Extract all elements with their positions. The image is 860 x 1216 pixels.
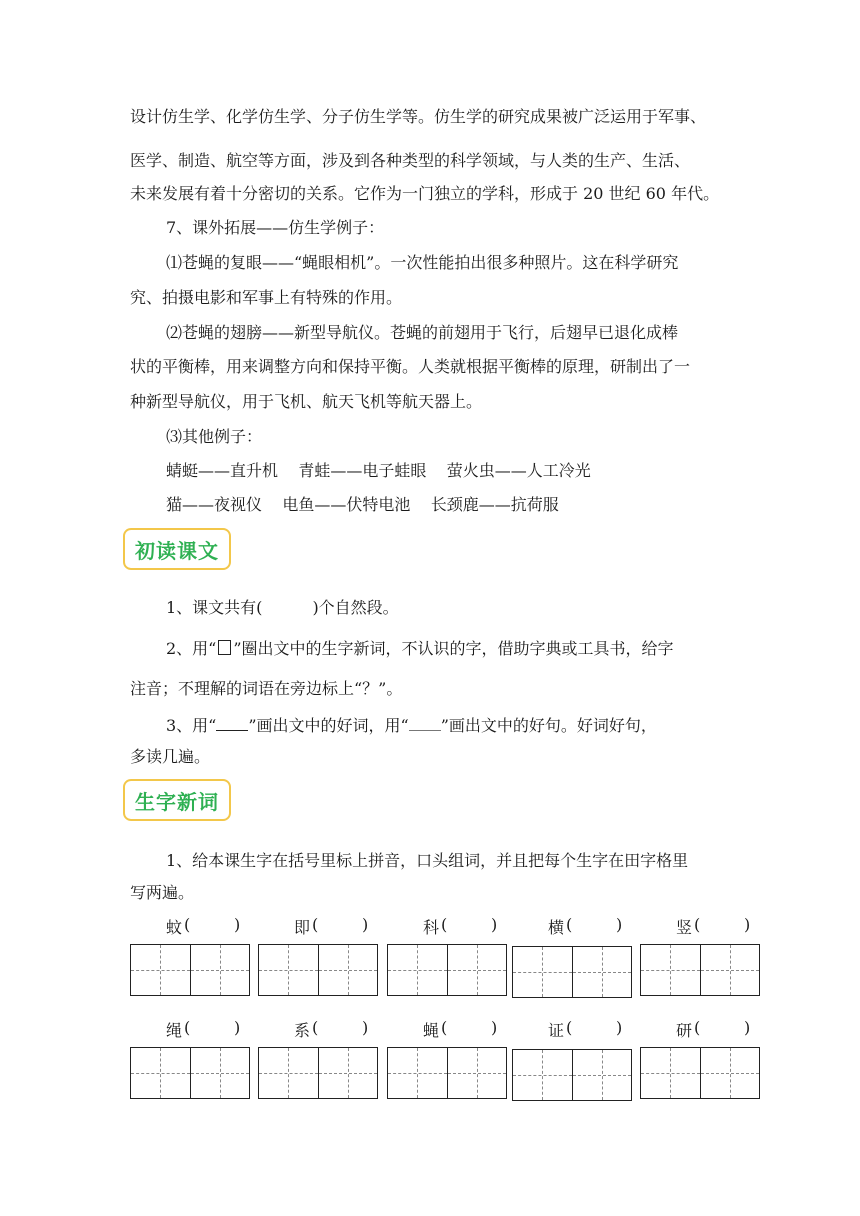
example-2-line-1: ⑵苍蝇的翅膀——新型导航仪。苍蝇的前翅用于飞行，后翅早已退化成棒 [166, 323, 679, 342]
pinyin-left-paren: ( [441, 915, 448, 934]
character: 竖 [676, 918, 693, 937]
character: 横 [548, 918, 565, 937]
tianzige-cell[interactable] [190, 1048, 250, 1098]
example-1-line-1: ⑴苍蝇的复眼——“蝇眼相机”。一次性能拍出很多种照片。这在科学研究 [166, 253, 679, 272]
tianzige-grid[interactable] [387, 1047, 507, 1099]
characters-instruction-line-1: 1、给本课生字在括号里标上拼音，口头组词，并且把每个生字在田字格里 [166, 851, 689, 870]
character: 系 [294, 1021, 311, 1040]
tianzige-grid[interactable] [258, 944, 378, 996]
character: 研 [676, 1021, 693, 1040]
reading-item-3 [166, 713, 657, 736]
intro-line-1: 设计仿生学、化学仿生学、分子仿生学等。仿生学的研究成果被广泛运用于军事、 [130, 107, 707, 126]
section-title-new-characters: 生字新词 [123, 779, 231, 821]
pinyin-right-paren: ) [744, 915, 751, 934]
character: 蚊 [166, 918, 183, 937]
tianzige-cell[interactable] [447, 1048, 507, 1098]
tianzige-grid[interactable] [130, 944, 250, 996]
reading-item-3-suffix: ”画出文中的好句。好词好句， [440, 716, 657, 735]
example-3-line-1: 蜻蜓——直升机 青蛙——电子蛙眼 萤火虫——人工冷光 [166, 461, 591, 480]
reading-item-3-prefix: 3、用“ [166, 716, 217, 735]
pinyin-left-paren: ( [694, 915, 701, 934]
section-title-first-reading: 初读课文 [123, 528, 231, 570]
pinyin-left-paren: ( [184, 1018, 191, 1037]
character: 即 [294, 918, 311, 937]
pinyin-left-paren: ( [566, 1018, 573, 1037]
solid-underline-icon [216, 718, 248, 731]
reading-item-2-suffix: ”圈出文中的生字新词，不认识的字，借助字典或工具书，给字 [233, 639, 674, 658]
reading-item-3-line-2: 多读几遍。 [130, 747, 211, 766]
tianzige-cell[interactable] [388, 945, 447, 995]
tianzige-grid[interactable] [512, 946, 632, 998]
tianzige-cell[interactable] [131, 1048, 190, 1098]
character-item [130, 915, 252, 995]
pinyin-right-paren: ) [234, 915, 241, 934]
tianzige-cell[interactable] [131, 945, 190, 995]
reading-item-1 [166, 595, 399, 618]
tianzige-cell[interactable] [447, 945, 507, 995]
example-2-line-3: 种新型导航仪，用于飞机、航天飞机等航天器上。 [130, 392, 483, 411]
pinyin-left-paren: ( [312, 1018, 319, 1037]
character-item [387, 1018, 509, 1098]
reading-item-2-prefix: 2、用“ [166, 639, 217, 658]
character-item [130, 1018, 252, 1098]
example-2-line-2: 状的平衡棒，用来调整方向和保持平衡。人类就根据平衡棒的原理，研制出了一 [130, 357, 691, 376]
character-row-1 [130, 915, 770, 995]
character: 蝇 [423, 1021, 440, 1040]
tianzige-cell[interactable] [641, 1048, 700, 1098]
character-item [258, 1018, 380, 1098]
example-1-line-2: 究、拍摄电影和军事上有特殊的作用。 [130, 288, 403, 307]
tianzige-cell[interactable] [259, 945, 318, 995]
character-item [640, 915, 762, 995]
pinyin-left-paren: ( [694, 1018, 701, 1037]
tianzige-cell[interactable] [318, 945, 378, 995]
character-item [387, 915, 509, 995]
tianzige-cell[interactable] [388, 1048, 447, 1098]
tianzige-grid[interactable] [640, 944, 760, 996]
character: 证 [548, 1021, 565, 1040]
tianzige-cell[interactable] [513, 947, 572, 997]
example-3-heading: ⑶其他例子： [166, 427, 263, 446]
tianzige-cell[interactable] [700, 945, 760, 995]
tianzige-grid[interactable] [640, 1047, 760, 1099]
character-item [258, 915, 380, 995]
characters-instruction-line-2: 写两遍。 [130, 883, 195, 902]
pinyin-right-paren: ) [616, 915, 623, 934]
tianzige-cell[interactable] [572, 947, 632, 997]
pinyin-left-paren: ( [184, 915, 191, 934]
reading-item-1-suffix: )个自然段。 [312, 598, 399, 617]
character-item [512, 1018, 634, 1098]
pinyin-left-paren: ( [441, 1018, 448, 1037]
tianzige-cell[interactable] [190, 945, 250, 995]
pinyin-right-paren: ) [362, 915, 369, 934]
circle-box-icon [218, 640, 231, 655]
reading-item-2 [166, 636, 674, 659]
intro-line-3: 未来发展有着十分密切的关系。它作为一门独立的学科，形成于 20 世纪 60 年代。 [130, 184, 720, 203]
character-row-2 [130, 1018, 770, 1098]
character-item [640, 1018, 762, 1098]
reading-item-3-middle: ”画出文中的好词，用“ [248, 716, 409, 735]
example-3-line-2: 猫——夜视仪 电鱼——伏特电池 长颈鹿——抗荷服 [166, 495, 559, 514]
tianzige-cell[interactable] [318, 1048, 378, 1098]
pinyin-left-paren: ( [312, 915, 319, 934]
pinyin-right-paren: ) [744, 1018, 751, 1037]
intro-line-2: 医学、制造、航空等方面，涉及到各种类型的科学领域，与人类的生产、生活、 [130, 151, 691, 170]
tianzige-cell[interactable] [259, 1048, 318, 1098]
tianzige-grid[interactable] [387, 944, 507, 996]
tianzige-grid[interactable] [258, 1047, 378, 1099]
tianzige-cell[interactable] [700, 1048, 760, 1098]
tianzige-cell[interactable] [513, 1050, 572, 1100]
tianzige-cell[interactable] [572, 1050, 632, 1100]
character: 绳 [166, 1021, 183, 1040]
wavy-underline-icon [409, 718, 441, 731]
tianzige-cell[interactable] [641, 945, 700, 995]
pinyin-right-paren: ) [491, 915, 498, 934]
pinyin-right-paren: ) [491, 1018, 498, 1037]
reading-item-2-line-2: 注音；不理解的词语在旁边标上“？”。 [130, 679, 403, 698]
tianzige-grid[interactable] [130, 1047, 250, 1099]
pinyin-left-paren: ( [566, 915, 573, 934]
tianzige-grid[interactable] [512, 1049, 632, 1101]
pinyin-right-paren: ) [234, 1018, 241, 1037]
character-item [512, 915, 634, 995]
character: 科 [423, 918, 440, 937]
extension-heading: 7、课外拓展——仿生学例子： [166, 218, 385, 237]
pinyin-right-paren: ) [362, 1018, 369, 1037]
reading-item-1-prefix: 1、课文共有( [166, 598, 263, 617]
pinyin-right-paren: ) [616, 1018, 623, 1037]
